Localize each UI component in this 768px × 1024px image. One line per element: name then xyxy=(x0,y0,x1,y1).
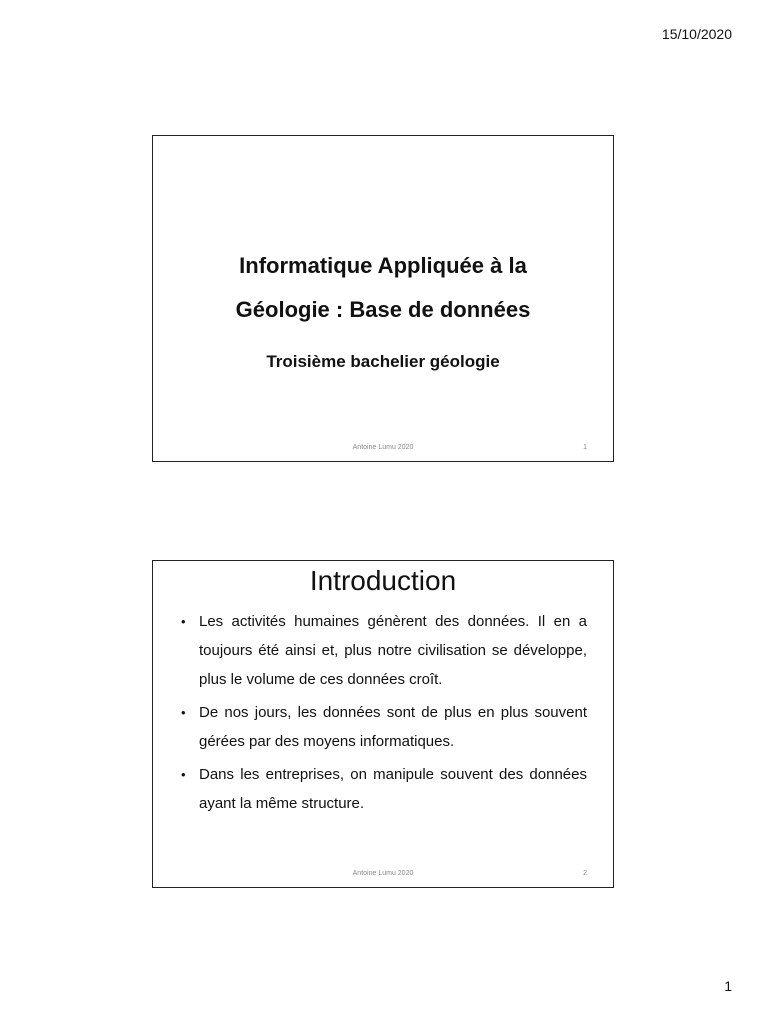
slide-footer: Antoine Lumu 2020 xyxy=(352,444,414,451)
bullet-item xyxy=(181,760,587,818)
bullet-text: Dans les entreprises, on manipule souvent des données ayant la même structure. xyxy=(199,766,587,812)
bullet-item xyxy=(181,607,587,694)
bullet-list xyxy=(181,607,587,822)
slide-title xyxy=(153,244,613,332)
slide-2 xyxy=(152,560,614,888)
slide-footer: Antoine Lumu 2020 xyxy=(352,870,414,877)
bullet-icon: • xyxy=(181,767,186,782)
slide-title-line-1: Informatique Appliquée à la xyxy=(239,253,527,278)
bullet-icon: • xyxy=(181,705,186,720)
slide-title: Introduction xyxy=(309,565,457,596)
bullet-icon: • xyxy=(181,614,186,629)
slide-title-line-2: Géologie : Base de données xyxy=(235,297,531,322)
slide-subtitle: Troisième bachelier géologie xyxy=(266,352,500,371)
page-date: 15/10/2020 xyxy=(661,26,732,42)
page-number: 1 xyxy=(724,978,732,994)
bullet-item xyxy=(181,698,587,756)
slide-1 xyxy=(152,135,614,462)
bullet-text: De nos jours, les données sont de plus en plus souvent gérées par des moyens informatiques. xyxy=(199,704,587,750)
bullet-text: Les activités humaines génèrent des données. Il en a toujours été ainsi et, plus notre civilisation se développe, plus le volume de ces données croît. xyxy=(199,613,587,688)
slide-number: 1 xyxy=(583,444,587,451)
slide-number: 2 xyxy=(583,870,587,877)
